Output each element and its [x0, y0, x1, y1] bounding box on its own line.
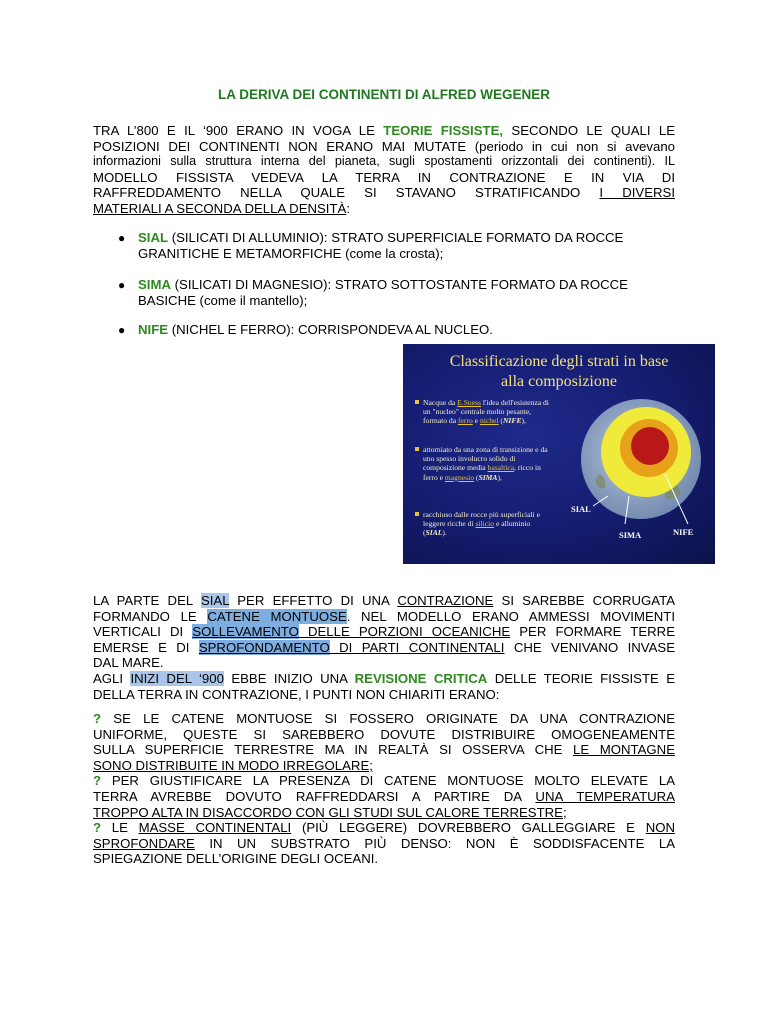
text-line	[93, 805, 675, 821]
text-line	[93, 820, 675, 836]
link-magnesio: magnesio	[444, 472, 475, 482]
text-line	[93, 789, 675, 805]
text-span: LA PARTE DEL	[93, 593, 201, 608]
underlined-text: UNA TEMPERATURA	[535, 788, 675, 804]
keyword-nife: NIFE	[138, 322, 169, 337]
text-span: LE	[101, 820, 139, 836]
text-span: e	[472, 416, 480, 426]
underlined-text: SPROFONDARE	[93, 835, 195, 851]
text-line	[93, 640, 675, 656]
text-span: SECONDO LE QUALI LE	[503, 123, 675, 138]
text-span: (NICHEL E FERRO): CORRISPONDEVA AL NUCLEO.	[168, 322, 493, 337]
underlined-text: MASSE CONTINENTALI	[138, 820, 292, 836]
text-span: IN UN SUBSTRATO PIÙ DENSO: NON È SODDISFACENTE LA	[194, 835, 675, 851]
underlined-text: DI PARTI CONTINENTALI	[329, 639, 505, 655]
text-line	[93, 593, 675, 609]
label-nife: NIFE	[673, 527, 694, 537]
underlined-text: CONTRAZIONE	[397, 593, 494, 608]
text-span: DELLE TEORIE FISSISTE E	[487, 670, 675, 686]
text-line	[93, 123, 675, 139]
text-span: racchiuso dalle rocce più superficiali e leggere ricche di	[423, 510, 541, 529]
keyword-teorie-fissiste: TEORIE FISSISTE,	[383, 123, 504, 138]
text-line	[93, 671, 675, 687]
text-span: SE LE CATENE MONTUOSE SI FOSSERO ORIGINATE DA UNA CONTRAZIONE	[101, 711, 675, 726]
keyword-revisione-critica: REVISIONE CRITICA	[354, 670, 488, 686]
text-span: (SILICATI DI MAGNESIO): STRATO SOTTOSTANTE FORMATO DA ROCCE	[170, 277, 628, 292]
text-line: informazioni sulla struttura interna del pianeta, sugli spostamenti orizzontali dei continenti). IL	[93, 154, 675, 169]
text-line: UNIFORME, QUESTE SI SAREBBERO DOVUTE DISTRIBUIRE OMOGENEAMENTE	[93, 726, 675, 742]
slide-image	[403, 344, 715, 564]
earth-layers-diagram	[403, 344, 715, 564]
text-line	[93, 711, 675, 727]
text-span: PER EFFETTO DI UNA	[229, 593, 398, 608]
text-line	[93, 185, 675, 201]
underlined-text: SONO DISTRIBUITE IN MODO IRREGOLARE;	[93, 757, 373, 773]
text-line: SPIEGAZIONE DELL’ORIGINE DEGLI OCEANI.	[93, 851, 379, 867]
question-mark-icon: ?	[93, 773, 102, 789]
underlined-text: NON	[645, 820, 675, 836]
underlined-text: LE MONTAGNE	[573, 742, 675, 758]
inner-core-layer	[631, 427, 669, 465]
link-nichel: nichel	[479, 416, 499, 426]
list-item-text	[138, 230, 676, 262]
text-span: , ricco in ferro e	[423, 463, 541, 482]
text-line	[93, 609, 675, 625]
text-span: l'idea dell'esistenza di un "nucleo" centrale molto pesante, formato da	[423, 398, 549, 426]
slide-title-line: Classificazione degli strati in base	[449, 353, 669, 370]
text-span: FORMANDO LE	[93, 608, 208, 624]
text-line	[93, 742, 675, 758]
highlight-sollevamento: SOLLEVAMENTO	[192, 624, 299, 640]
text-span: :	[346, 200, 350, 216]
text-span: EBBE INIZIO UNA	[223, 670, 355, 686]
text-span: e alluminio (	[423, 519, 531, 538]
underlined-text: DELLE PORZIONI OCEANICHE	[298, 624, 511, 640]
text-line	[93, 836, 675, 852]
text-span: AGLI	[93, 670, 131, 686]
text-span: EMERSE E DI	[93, 639, 199, 655]
text-span: PER GIUSTIFICARE LA PRESENZA DI CATENE MONTUOSE MOLTO ELEVATE LA	[101, 773, 675, 789]
text-span: (SILICATI DI ALLUMINIO): STRATO SUPERFICIALE FORMATO DA ROCCE	[168, 230, 624, 245]
text-span: SIMA	[478, 472, 498, 482]
text-span: GRANITICHE E METAMORFICHE (come la crosta);	[138, 246, 444, 261]
text-line	[93, 624, 675, 640]
text-span: BASICHE (come il mantello);	[138, 293, 308, 308]
label-sima: SIMA	[619, 530, 642, 540]
text-line	[93, 773, 675, 789]
text-line: POSIZIONI DEI CONTINENTI NON ERANO MAI MUTATE (periodo in cui non si avevano	[93, 138, 675, 154]
text-line: DELLA TERRA IN CONTRAZIONE, I PUNTI NON CHIARITI ERANO:	[93, 686, 500, 702]
text-line: MODELLO FISSISTA VEDEVA LA TERRA IN CONTRAZIONE E IN VIA DI	[93, 169, 675, 185]
text-line	[93, 201, 675, 217]
text-span: CHE VENIVANO INVASE	[504, 639, 675, 655]
intro-paragraph	[93, 123, 675, 217]
text-span: VERTICALI DI	[93, 624, 193, 640]
bullet-icon: ●	[118, 323, 126, 337]
text-span: ),	[497, 472, 502, 482]
text-span: ),	[521, 416, 526, 426]
slide-title-line: alla composizione	[501, 373, 617, 390]
text-line: DAL MARE.	[93, 655, 164, 671]
label-sial: SIAL	[571, 504, 591, 514]
page-title: LA DERIVA DEI CONTINENTI DI ALFRED WEGENER	[217, 87, 550, 102]
text-span: attorniato da una zona di transizione e da uno spesso involucro solido di composizione media	[423, 445, 548, 473]
highlight-sprofondamento: SPROFONDAMENTO	[198, 639, 330, 655]
question-mark-icon: ?	[93, 711, 102, 726]
text-span: SIAL	[425, 528, 443, 538]
highlight-inizi-900: INIZI DEL ‘900	[130, 670, 224, 686]
underlined-text: I DIVERSI	[599, 185, 675, 201]
text-span: TRA L’800 E IL ‘900 ERANO IN VOGA LE	[93, 123, 384, 138]
text-span: ).	[442, 528, 447, 538]
bullet-icon: ●	[118, 231, 126, 245]
text-span: (PIÙ LEGGERE) DOVREBBERO GALLEGGIARE E	[291, 820, 646, 836]
text-span: NIFE	[502, 416, 522, 426]
underlined-text: TROPPO ALTA IN DISACCORDO CON GLI STUDI SUL CALORE TERRESTRE;	[93, 804, 567, 820]
keyword-sial: SIAL	[138, 230, 169, 245]
text-span: TERRA AVREBBE DOVUTO RAFFREDDARSI A PARTIRE DA	[93, 788, 536, 804]
question-mark-icon: ?	[93, 820, 102, 836]
bullet-icon: ●	[118, 278, 126, 292]
text-span: (	[474, 472, 479, 482]
text-span: (	[498, 416, 503, 426]
list-item-text	[138, 277, 676, 309]
paragraph-sial	[93, 593, 675, 702]
link-silicio: silicio	[475, 519, 495, 529]
text-line	[93, 758, 675, 774]
text-span: SI SAREBBE CORRUGATA	[493, 593, 675, 608]
paragraph-questions	[93, 711, 675, 867]
text-span: . NEL MODELLO ERANO AMMESSI MOVIMENTI	[346, 608, 675, 624]
text-span: PER FORMARE TERRE	[510, 624, 675, 640]
link-basaltica: basaltica	[487, 463, 515, 473]
text-span: Nacque da	[423, 398, 458, 407]
text-span: RAFFREDDAMENTO NELLA QUALE SI STAVANO STRATIFICANDO	[93, 185, 600, 201]
list-item-text	[138, 322, 676, 338]
highlight-sial: SIAL	[200, 593, 230, 608]
link-e-suess: E.Suess	[457, 398, 481, 407]
keyword-sima: SIMA	[138, 277, 171, 292]
highlight-catene-montuose: CATENE MONTUOSE	[207, 608, 347, 624]
text-span: SULLA SUPERFICIE TERRESTRE MA IN REALTÀ SI OSSERVA CHE	[93, 742, 574, 758]
underlined-text: MATERIALI A SECONDA DELLA DENSITÀ	[93, 200, 347, 216]
link-ferro: ferro	[458, 416, 473, 426]
